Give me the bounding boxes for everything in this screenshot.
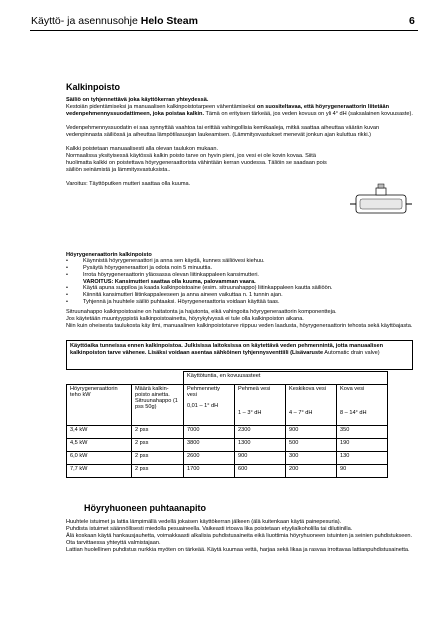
descaling-steps-list: [66, 258, 416, 306]
list-item: • Käynnistä höyrygeneraattori ja anna sen käydä, kunnes säiliövesi kiehuu.: [66, 258, 265, 264]
table-header-row: [67, 385, 388, 426]
column-header: Pehmeä vesi 1 – 3° dH: [235, 385, 286, 426]
list-item: • Kiinnitä kansimutteri liitinkappaleeseen ja anna aineen vaikuttaa n. 1 tunnin ajan.: [66, 292, 283, 299]
paragraph-detergent: Puhdista istuimet säännöllisesti miedolla pesuaineella. Vaikeasti irtoava lika poistetaan etyylialkoholilla tai dilutiinilla.: [66, 526, 353, 532]
header-title: Käyttö- ja asennusohje: [31, 15, 138, 27]
paragraph-rinse: Huuhtele istuimet ja lattia lämpimällä vedellä jokaisen käyttökerran jälkeen (älä kuitenkaan käytä painepesuria).: [66, 519, 342, 525]
column-header: Höyrygeneraattorin teho kW: [67, 385, 132, 426]
paragraph-other-agent: Jos käytetään muuntyyppistä kalkinpoistoainetta, höyrykylvyssä ei tule olla kalkinpoiston aikana.: [66, 316, 304, 322]
paragraph-floor: Lattian huolellinen puhdistus nurkkia myöten on tärkeää. Käytä kuumaa vettä, harjaa sekä likaa ja rasvaa irrottavaa lattianpuhdistusainetta.: [66, 547, 410, 553]
paragraph-no-abrasives: Älä koskaan käytä hankausjauhetta, voimakkaasti alkalisia puhdistusaineita eikä liuottimia höyryhuoneen istuinten ja seinien puhdistukseen. Ota tarvittaessa yhteyttä valmistajaan.: [66, 533, 414, 546]
paragraph-manual-table: Kalkki poistetaan manuaalisesti alla olevan taulukon mukaan.: [66, 146, 219, 152]
subheading-generator-descaling: Höyrygeneraattorin kalkinpoisto: [66, 252, 152, 258]
list-item: • Käytä apuna suppiloa ja kaada kalkinpoistoaine (esim. sitruunahappo) liitinkappaleen kautta säiliöön.: [66, 285, 333, 292]
list-item-warning: VAROITUS: Kansimutteri saattaa olla kuuma, palovamman vaara.: [83, 278, 256, 285]
section-heading-cleaning: Höyryhuoneen puhtaanapito: [84, 503, 207, 513]
paragraph-softener: Kestoiän pidentämiseksi ja manuaalisen kalkinpoistotarpeen vähentämiseksi on suositeltavaa, että höyrygeneraattorin liitetään vedenpehmennyssuodattimeen, joka poistaa kalkin. Tämä on erityisen tärkeää, jos veden kovuus on yli 4° dH (saksalainen kovuusaste).: [66, 104, 413, 117]
paragraph-empty-tank: Säiliö on tyhjennettävä joka käyttökerran yhteydessä.: [66, 97, 209, 103]
table-row: 6,0 kW 2 pss 2600 900 300 130: [67, 452, 388, 465]
page-number: 6: [409, 15, 415, 27]
steam-generator-illustration: [350, 183, 412, 217]
table-row: 4,5 kW 2 pss 3800 1300 500 190: [67, 439, 388, 452]
paragraph-citric-acid: Sitruunahappo kalkinpoistoaine on haitatonta ja hajutonta, eikä vahingoita höyrygeneraattorin komponentteja.: [66, 309, 337, 315]
descaling-table: [66, 371, 388, 478]
column-header: Pehmennetty vesi 0,01 – 1° dH: [184, 385, 235, 426]
column-header: Keskikova vesi 4 – 7° dH: [286, 385, 337, 426]
header-rule: [30, 30, 418, 31]
list-item: • Pysäytä höyrygeneraattori ja odota noin 5 minuuttia.: [66, 264, 213, 271]
list-item: • Irrota höyrygeneraattorin yläosassa olevan liitinkappaleen kansimutteri.: [66, 271, 259, 278]
table-row: 3,4 kW 2 pss 7000 2300 900 350: [67, 426, 388, 439]
column-header: Määrä kalkin-poisto ainetta. Sitruunahappo (1 pss 50g): [132, 385, 184, 426]
column-header: Kova vesi 8 – 14° dH: [337, 385, 388, 426]
table-row: 7,7 kW 2 pss 1700 600 200 90: [67, 465, 388, 478]
paragraph-table-intro: Niin kuin oheisesta taulukosta käy ilmi, manuaalinen kalkinpoistotarve riippuu veden laadusta, höyrygeneraattorin tehosta sekä käyttöajasta.: [66, 323, 413, 329]
paragraph-foam-warning: Vedenpehmennyssuodatin ei saa synnyttää vaahtoa tai erittää vahingollisia kemikaaleja, mitkä saattaa aiheuttaa väärän kuvan vedenpinnasta säiliössä ja aiheuttaa lämpötilasuojan laukeamisen. (Lämmitysvastukset menevät jonkun ajan kuluttua rikki.): [66, 125, 381, 138]
paragraph-private-use: Normaalissa yksityisessä käytössä kalkin poisto tarve on hyvin pieni, jos vesi ei ole kovin kovaa. Siitä huolimatta kalkki on poistettava höyrygeneraattorista vähintään kerran vuodessa. Täliöin se saadaan pois säiliön seinämistä ja lämmitysvastuksista..: [66, 153, 329, 173]
list-item: • Tyhjennä ja huuhtele säiliö puhtaaksi. Höyrygeneraattoria voidaan käyttää taas.: [66, 299, 280, 306]
document-header: [31, 15, 198, 27]
usage-note-box: Käyttöaika tunneissa ennen kalkinpoistoa. Julkisissa laitoksissa on käytettävä veden pehmennintä, jotta manuaalisen kalkinpoiston tarve vähenee. Lisäksi voidaan asentaa sähköinen tyhjennysventtiili (Lisävaruste Automatic drain valve): [66, 340, 413, 370]
table-span-header-row: [67, 372, 388, 385]
paragraph-nut-warning: Varoitus: Täyttöputken mutteri saattaa olla kuuma.: [66, 181, 191, 187]
table-span-header: Käyttötuntia, en kovuusasteet: [184, 372, 388, 385]
section-heading-descaling: Kalkinpoisto: [66, 82, 121, 92]
header-product: Helo Steam: [140, 15, 198, 27]
